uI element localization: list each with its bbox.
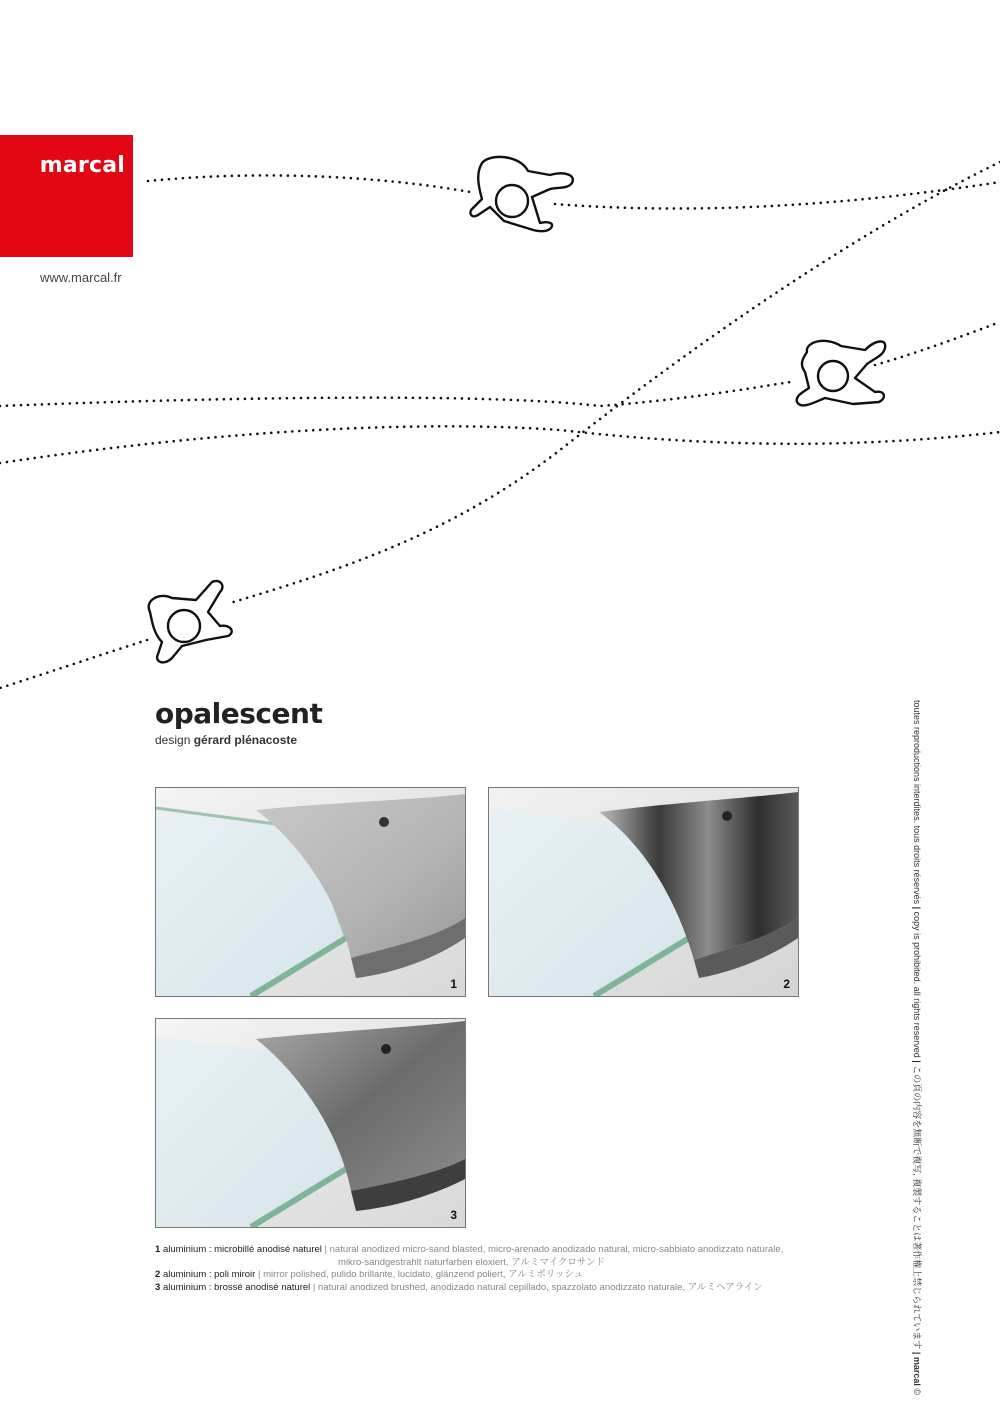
- caption-row: [155, 1244, 875, 1257]
- caption-translations: natural anodized brushed, anodizado natural cepillado, spazzolato anodizzato naturale, アルミヘアライン: [318, 1281, 763, 1293]
- dotted-path: [555, 182, 1000, 208]
- website-url[interactable]: www.marcal.fr: [40, 270, 122, 285]
- walking-figure-icon: [470, 157, 572, 231]
- product-title: opalescent: [155, 697, 323, 730]
- copyright-fr: toutes reproductions interdites. tous droits réservés: [912, 700, 922, 905]
- caption-separator: |: [324, 1244, 327, 1255]
- dotted-path: [148, 175, 470, 192]
- caption-number: 2: [155, 1269, 161, 1280]
- copyright-jp: この頁の内容を無断で複写, 複製することは著作権上禁じられています: [912, 1065, 922, 1350]
- caption-row: [155, 1282, 875, 1295]
- finish-captions: [155, 1244, 875, 1294]
- logo-text: marcal: [39, 153, 125, 178]
- product-photo-1[interactable]: [155, 787, 466, 997]
- copyright-en: copy is prohibited. all rights reserved: [912, 911, 922, 1058]
- copyright-symbol: ©: [912, 1388, 922, 1396]
- caption-translations: mirror polished, pulido brillante, lucidato, glänzend poliert, アルミポリッシュ: [263, 1269, 584, 1280]
- dotted-path: [0, 426, 1000, 463]
- photo-number: 1: [450, 977, 457, 991]
- dotted-paths-illustration: [0, 0, 1000, 700]
- caption-main: aluminium : poli miroir: [162, 1269, 256, 1280]
- caption-separator: |: [257, 1269, 261, 1280]
- dotted-path: [875, 322, 1000, 365]
- caption-continuation: mikro-sandgestrahlt naturfarben eloxiert, アルミマイクロサンド: [338, 1256, 605, 1268]
- caption-main: aluminium : microbillé anodisé naturel: [162, 1244, 322, 1255]
- dotted-path: [0, 382, 790, 406]
- designer-name: gérard plénacoste: [193, 733, 298, 747]
- product-photo-3[interactable]: [155, 1018, 466, 1228]
- dotted-path: [0, 640, 147, 688]
- walking-figure-icon: [149, 581, 232, 662]
- caption-number: 1: [155, 1244, 161, 1255]
- dotted-path: [230, 162, 1000, 603]
- caption-number: 3: [155, 1281, 161, 1293]
- caption-main: aluminium : brossé anodisé naturel: [162, 1281, 311, 1293]
- designer-credit: [155, 733, 297, 747]
- caption-translations: natural anodized micro-sand blasted, micro-arenado anodizado natural, micro-sabbiato anodizzato naturale,: [329, 1244, 784, 1255]
- design-prefix: design: [155, 733, 191, 747]
- photo-number: 3: [450, 1208, 457, 1222]
- caption-row: [155, 1269, 875, 1282]
- photo-number: 2: [783, 977, 790, 991]
- product-photo-2[interactable]: [488, 787, 799, 997]
- copyright-brand: marcal: [912, 1356, 922, 1386]
- walking-figure-icon: [797, 341, 886, 406]
- caption-separator: |: [312, 1281, 316, 1293]
- copyright-notice: toutes reproductions interdites. tous droits réservés | copy is prohibited. all rights reserved | この頁の内容を無断で複写, 複製することは著作権上禁じられています | marcal ©: [912, 700, 922, 1396]
